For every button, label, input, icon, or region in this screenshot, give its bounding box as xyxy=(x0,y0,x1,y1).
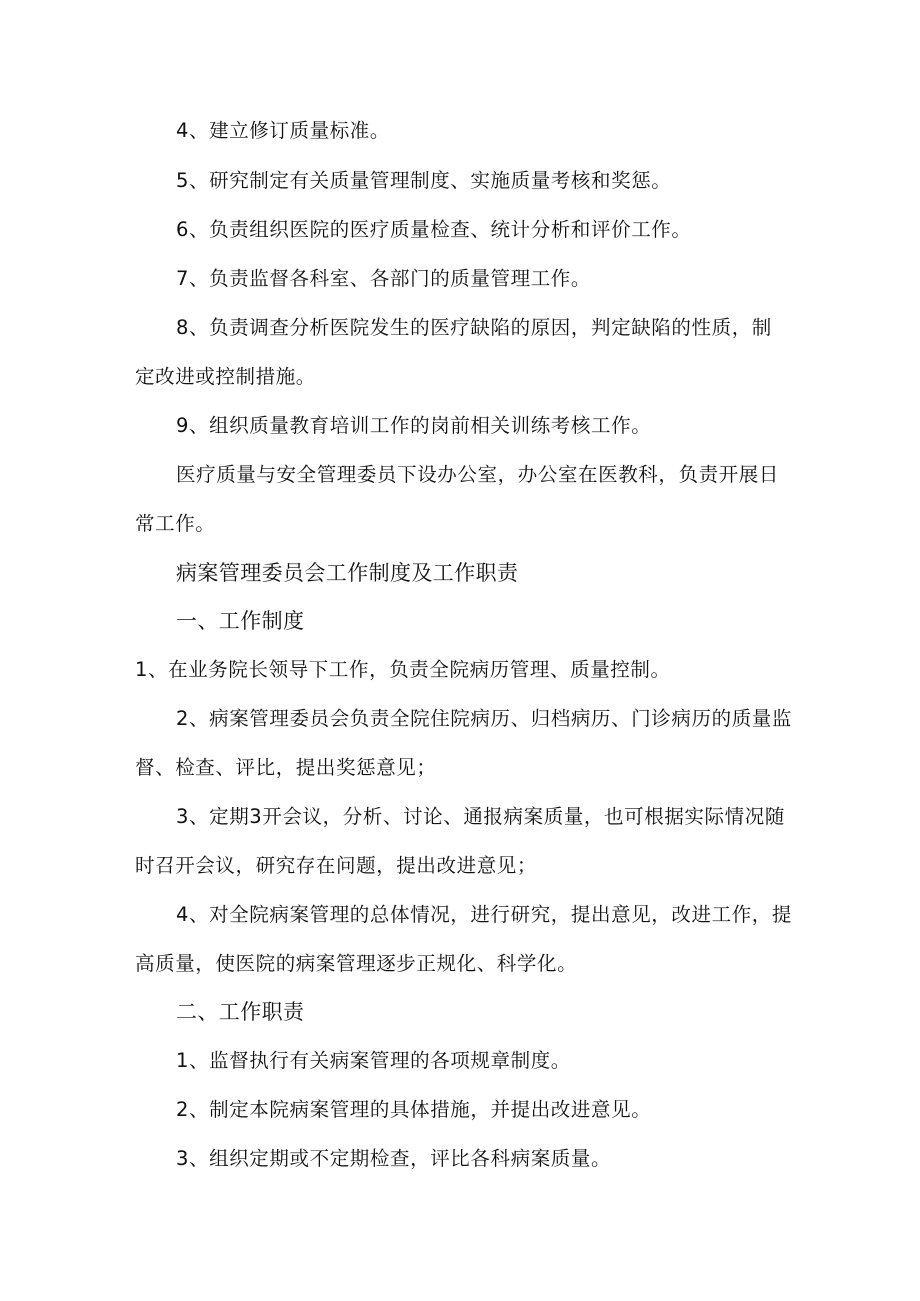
list-item-6: 6、负责组织医院的医疗质量检查、统计分析和评价工作。 xyxy=(176,218,692,241)
list-item-8-line-1: 8、负责调查分析医院发生的医疗缺陷的原因，判定缺陷的性质，制 xyxy=(176,316,772,339)
list-item-8-line-2: 定改进或控制措施。 xyxy=(135,365,316,388)
list-item-9: 9、组织质量教育培训工作的岗前相关训练考核工作。 xyxy=(176,414,652,437)
list-item-4: 4、建立修订质量标准。 xyxy=(176,119,391,142)
part1-heading: 一、工作制度 xyxy=(176,609,305,633)
list-item-7: 7、负责监督各科室、各部门的质量管理工作。 xyxy=(176,267,592,290)
rule-item-3-line-2: 时召开会议，研究存在问题，提出改进意见； xyxy=(135,854,538,877)
rule-item-3-line-1: 3、定期3开会议，分析、讨论、通报病案质量，也可根据实际情况随 xyxy=(176,805,785,828)
duty-item-2: 2、制定本院病案管理的具体措施，并提出改进意见。 xyxy=(176,1098,652,1121)
duty-item-1: 1、监督执行有关病案管理的各项规章制度。 xyxy=(176,1049,571,1072)
rule-item-2-line-2: 督、检查、评比，提出奖惩意见； xyxy=(135,756,437,779)
list-item-5: 5、研究制定有关质量管理制度、实施质量考核和奖惩。 xyxy=(176,169,672,192)
part2-heading: 二、工作职责 xyxy=(176,1000,305,1024)
office-paragraph-line-1: 医疗质量与安全管理委员下设办公室，办公室在医教科，负责开展日 xyxy=(176,463,780,486)
rule-item-4-line-2: 高质量，使医院的病案管理逐步正规化、科学化。 xyxy=(135,952,578,975)
rule-item-4-line-1: 4、对全院病案管理的总体情况，进行研究，提出意见，改进工作，提 xyxy=(176,903,793,926)
section-title: 病案管理委员会工作制度及工作职责 xyxy=(176,561,519,585)
duty-item-3: 3、组织定期或不定期检查，评比各科病案质量。 xyxy=(176,1147,612,1170)
rule-item-1: 1、在业务院长领导下工作，负责全院病历管理、质量控制。 xyxy=(135,658,671,681)
rule-item-2-line-1: 2、病案管理委员会负责全院住院病历、归档病历、门诊病历的质量监 xyxy=(176,707,793,730)
office-paragraph-line-2: 常工作。 xyxy=(135,512,216,535)
